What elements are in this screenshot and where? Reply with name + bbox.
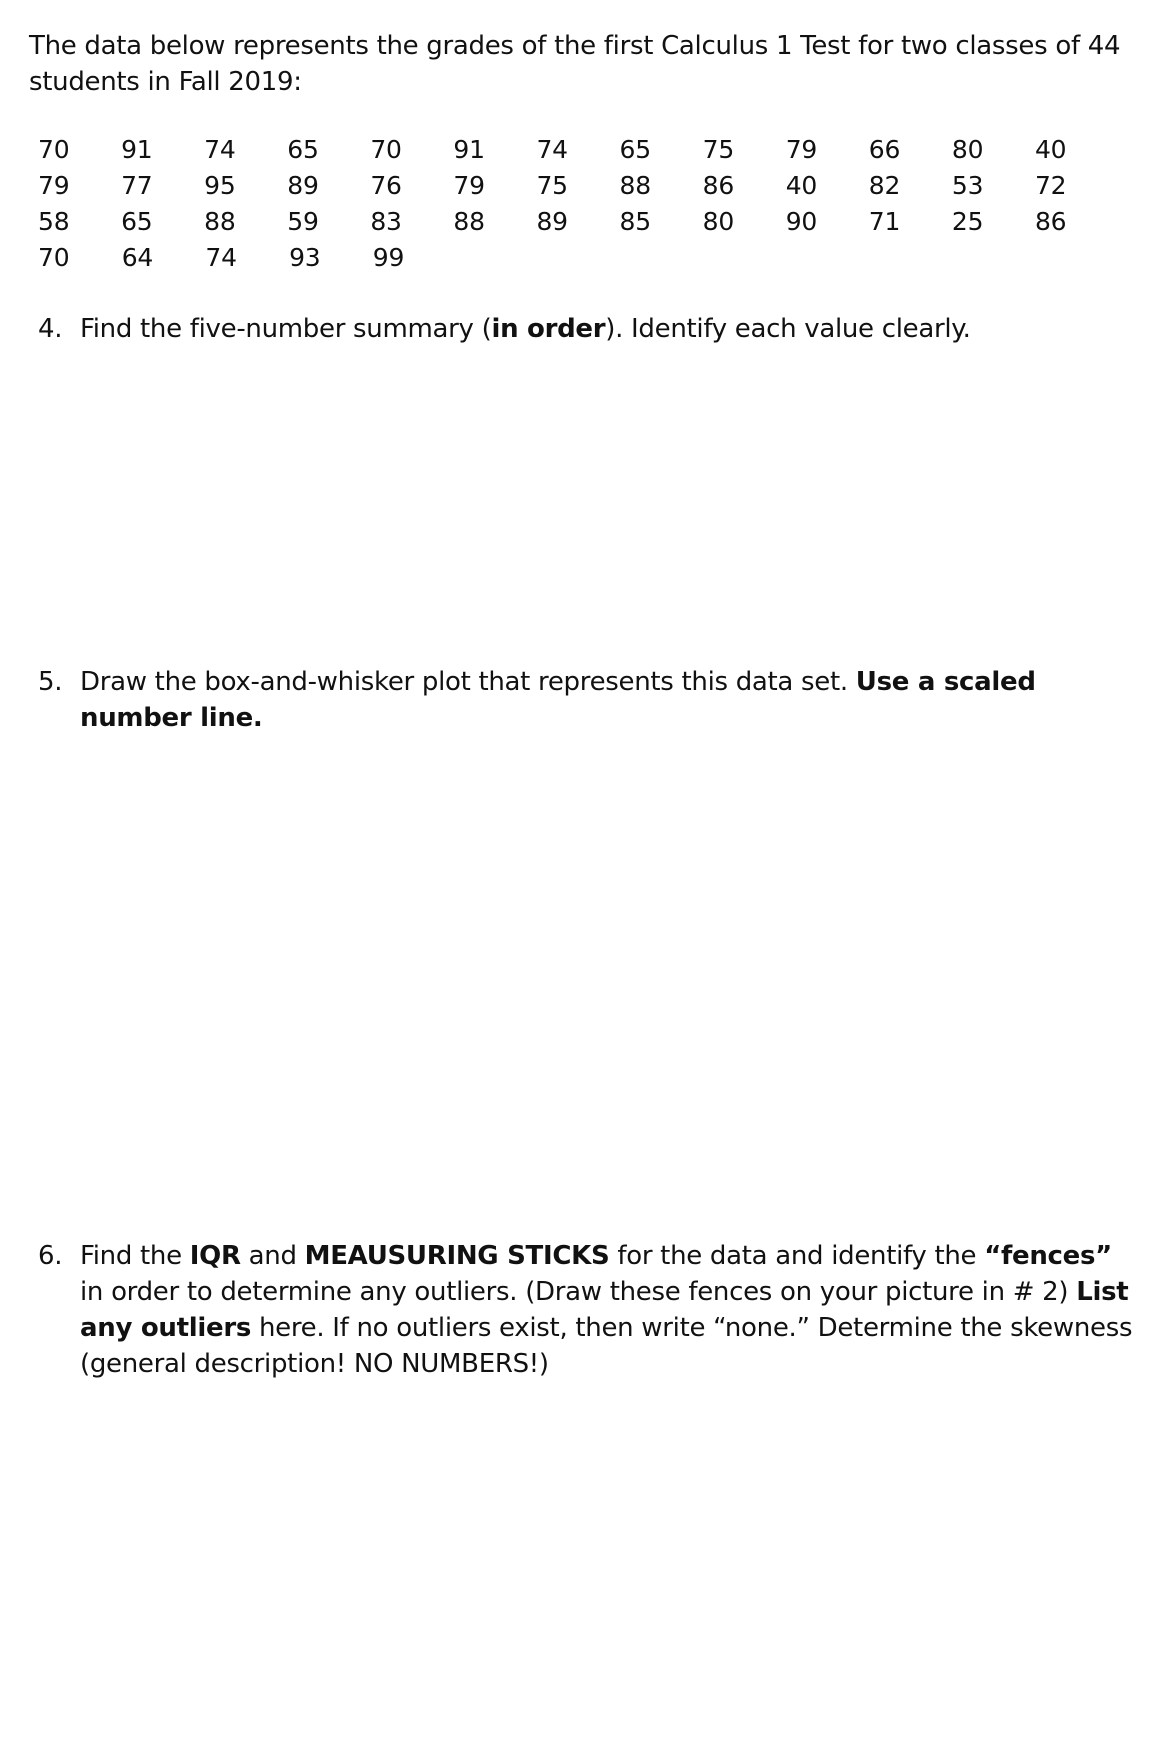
grade-value: 74 bbox=[204, 135, 236, 164]
grade-value: 70 bbox=[38, 243, 70, 272]
grade-value: 82 bbox=[868, 171, 901, 200]
question-number: 6. bbox=[38, 1241, 63, 1271]
grade-value: 74 bbox=[536, 135, 568, 164]
grade-value: 88 bbox=[204, 207, 236, 236]
grade-value: 70 bbox=[38, 135, 70, 164]
grade-value: 79 bbox=[453, 171, 485, 200]
grade-value: 90 bbox=[785, 207, 818, 236]
question-number: 5. bbox=[38, 667, 63, 697]
question-number: 4. bbox=[38, 314, 63, 344]
grade-value: 72 bbox=[1034, 171, 1067, 200]
grade-value: 89 bbox=[536, 207, 568, 236]
grade-value: 76 bbox=[370, 171, 402, 200]
grades-row bbox=[26, 204, 1106, 240]
grade-value: 40 bbox=[1034, 135, 1067, 164]
grade-value: 79 bbox=[38, 171, 70, 200]
grade-value: 77 bbox=[121, 171, 153, 200]
grade-value: 71 bbox=[868, 207, 901, 236]
grade-value: 89 bbox=[287, 171, 319, 200]
grade-value: 65 bbox=[619, 135, 651, 164]
grade-value: 86 bbox=[702, 171, 735, 200]
grade-value: 59 bbox=[287, 207, 319, 236]
question-4 bbox=[38, 311, 1138, 347]
grade-value: 80 bbox=[951, 135, 984, 164]
grade-value: 40 bbox=[785, 171, 818, 200]
grades-table bbox=[26, 132, 1106, 276]
question-text: Draw the box-and-whisker plot that represents this data set. Use a scaled number line. bbox=[80, 667, 1036, 733]
grades-row bbox=[26, 132, 1106, 168]
grade-value: 65 bbox=[121, 207, 153, 236]
grade-value: 85 bbox=[619, 207, 651, 236]
grade-value: 80 bbox=[702, 207, 735, 236]
grade-value: 86 bbox=[1034, 207, 1067, 236]
grade-value: 66 bbox=[868, 135, 901, 164]
grade-value: 88 bbox=[453, 207, 485, 236]
grade-value: 91 bbox=[121, 135, 153, 164]
grade-value: 75 bbox=[702, 135, 735, 164]
grades-row bbox=[26, 168, 1106, 204]
grade-value: 93 bbox=[289, 243, 321, 272]
question-6 bbox=[38, 1238, 1138, 1382]
grade-value: 79 bbox=[785, 135, 818, 164]
question-5 bbox=[38, 664, 1138, 736]
intro-text: The data below represents the grades of the first Calculus 1 Test for two classes of 44 students in Fall 2019: bbox=[29, 31, 1121, 97]
grade-value: 70 bbox=[370, 135, 402, 164]
question-text: Find the IQR and MEAUSURING STICKS for the data and identify the “fences” in order to determine any outliers. (Draw these fences on your picture in # 2) List any outliers here. If no outliers exist, then write “none.” Determine the skewness (general description! NO NUMBERS!) bbox=[80, 1241, 1133, 1379]
grade-value: 95 bbox=[204, 171, 236, 200]
grade-value: 53 bbox=[951, 171, 984, 200]
grade-value: 99 bbox=[372, 243, 405, 272]
grade-value: 64 bbox=[121, 243, 154, 272]
grades-row bbox=[26, 240, 1106, 276]
grade-value: 74 bbox=[205, 243, 237, 272]
grade-value: 83 bbox=[370, 207, 402, 236]
grade-value: 91 bbox=[453, 135, 485, 164]
question-text: Find the five-number summary (in order). Identify each value clearly. bbox=[80, 314, 971, 344]
grade-value: 88 bbox=[619, 171, 651, 200]
grade-value: 58 bbox=[38, 207, 70, 236]
grade-value: 65 bbox=[287, 135, 319, 164]
grade-value: 75 bbox=[536, 171, 568, 200]
grade-value: 25 bbox=[951, 207, 984, 236]
